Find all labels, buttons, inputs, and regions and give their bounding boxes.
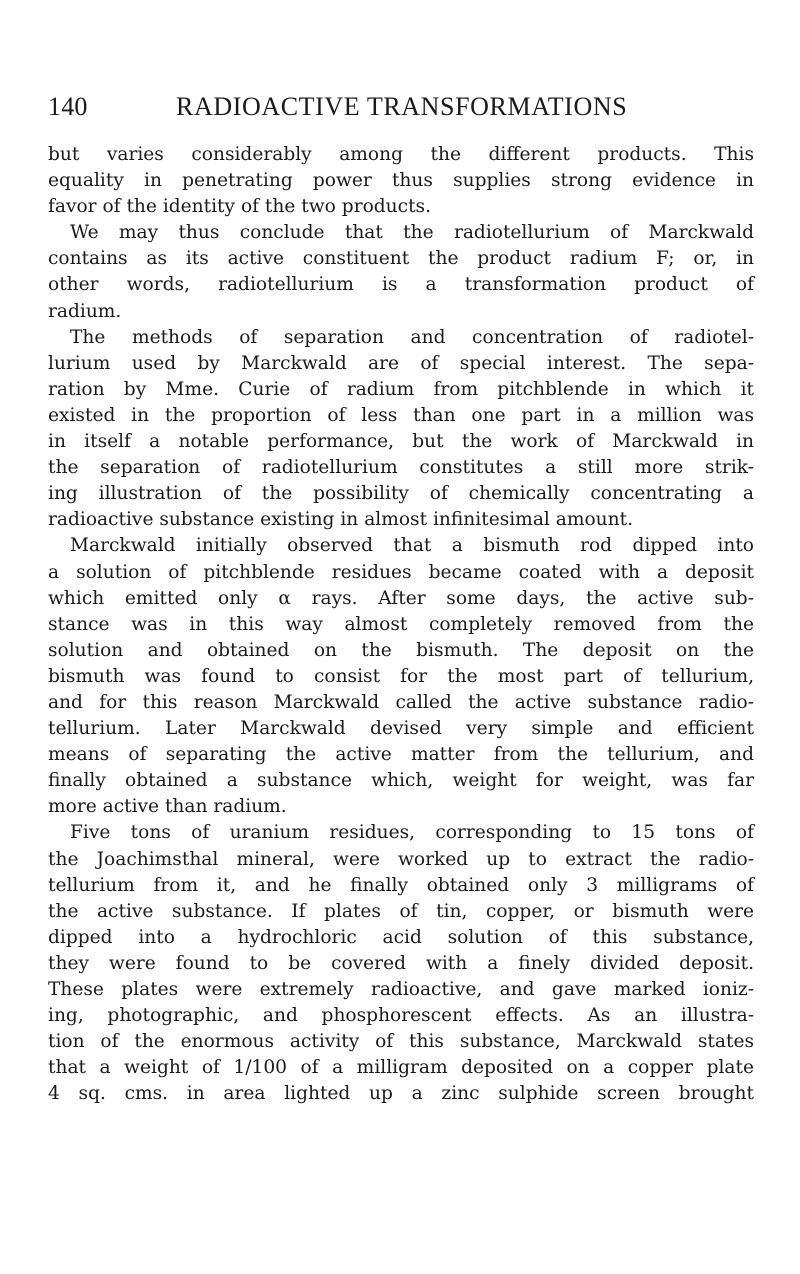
- text-line: lurium used by Marckwald are of special interest. The sepa-: [48, 352, 754, 374]
- text-line: The methods of separation and concentration of radiotel-: [70, 326, 754, 348]
- text-line: the separation of radiotellurium constitutes a still more strik-: [48, 457, 754, 479]
- text-line: solution and obtained on the bismuth. The deposit on the: [48, 639, 754, 661]
- text-line: in itself a notable performance, but the work of Marckwald in: [48, 431, 754, 453]
- running-head: [48, 92, 754, 122]
- text-line: other words, radiotellurium is a transformation product of: [48, 274, 754, 296]
- text-line: These plates were extremely radioactive, and gave marked ioniz-: [48, 979, 754, 1000]
- text-line: existed in the proportion of less than one part in a million was: [48, 404, 754, 426]
- text-line: radioactive substance existing in almost infinitesimal amount.: [48, 509, 634, 531]
- text-line: a solution of pitchblende residues became coated with a deposit: [48, 561, 754, 583]
- text-line: ration by Mme. Curie of radium from pitchblende in which it: [48, 378, 754, 400]
- text-line: stance was in this way almost completely removed from the: [48, 613, 754, 635]
- text-line: but varies considerably among the different products. This: [48, 144, 754, 165]
- text-line: contains as its active constituent the product radium F; or, in: [48, 248, 754, 270]
- text-line: the active substance. If plates of tin, copper, or bismuth were: [48, 900, 754, 922]
- text-line: the Joachimsthal mineral, were worked up to extract the radio-: [48, 848, 754, 870]
- text-line: they were found to be covered with a finely divided deposit.: [48, 952, 754, 974]
- text-line: Five tons of uranium residues, corresponding to 15 tons of: [70, 822, 754, 844]
- text-line: tellurium. Later Marckwald devised very simple and efficient: [48, 718, 754, 740]
- running-title: RADIOACTIVE TRANSFORMATIONS: [176, 92, 628, 121]
- text-line: Marckwald initially observed that a bismuth rod dipped into: [70, 535, 754, 557]
- text-line: that a weight of 1/100 of a milligram deposited on a copper plate: [48, 1057, 754, 1079]
- text-line: tellurium from it, and he finally obtained only 3 milligrams of: [48, 874, 754, 896]
- text-line: tion of the enormous activity of this substance, Marckwald states: [48, 1031, 754, 1053]
- text-line: ing illustration of the possibility of chemically concentrating a: [48, 483, 754, 505]
- text-line: means of separating the active matter from the tellurium, and: [48, 744, 754, 766]
- text-line: 4 sq. cms. in area lighted up a zinc sulphide screen brought: [48, 1083, 754, 1105]
- text-line: bismuth was found to consist for the most part of tellurium,: [48, 665, 754, 687]
- text-line: We may thus conclude that the radiotellurium of Marckwald: [70, 222, 754, 244]
- page-number: 140: [48, 92, 88, 121]
- text-line: radium.: [48, 300, 122, 322]
- text-line: more active than radium.: [48, 796, 287, 818]
- text-line: dipped into a hydrochloric acid solution of this substance,: [48, 926, 754, 948]
- text-line: finally obtained a substance which, weight for weight, was far: [48, 770, 754, 792]
- body-text: [48, 142, 754, 1107]
- text-line: favor of the identity of the two products.: [48, 196, 431, 218]
- text-line: and for this reason Marckwald called the active substance radio-: [48, 691, 754, 713]
- text-line: ing, photographic, and phosphorescent effects. As an illustra-: [48, 1005, 754, 1027]
- text-line: equality in penetrating power thus supplies strong evidence in: [48, 170, 754, 192]
- text-line: which emitted only α rays. After some days, the active sub-: [48, 587, 754, 609]
